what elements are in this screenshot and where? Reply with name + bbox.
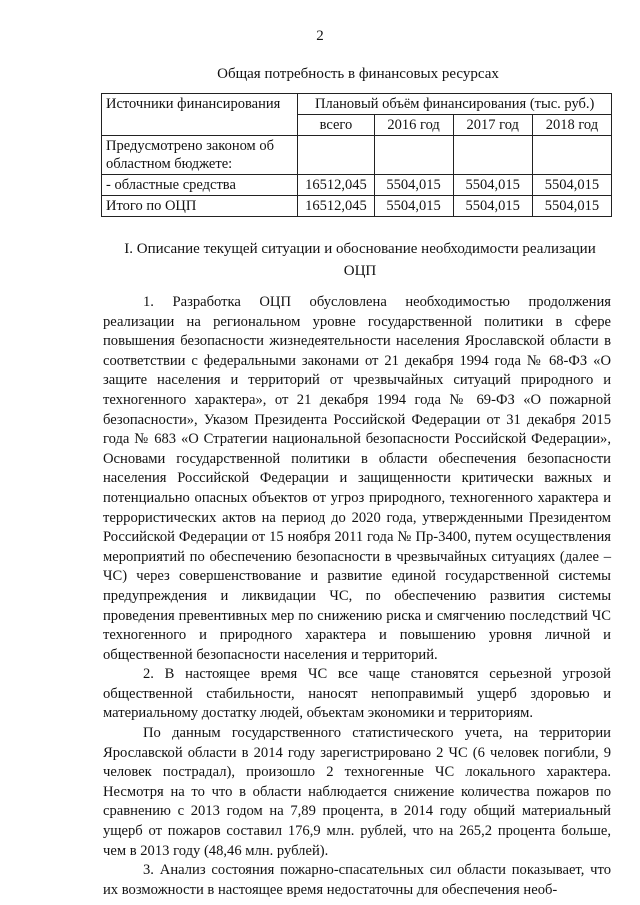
table-caption: Общая потребность в финансовых ресурсах [217,66,499,82]
cell: 5504,015 [374,175,453,196]
section-title: I. Описание текущей ситуации и обоснование необходимости реализации ОЦП [124,241,596,279]
row-label: Предусмотрено законом об областном бюджете: [102,136,298,175]
page-number: 2 [316,28,324,44]
header-source: Источники финансирования [102,94,298,136]
table-row [102,196,612,217]
subheader-total: всего [298,115,374,136]
cell [298,136,374,175]
paragraph: По данным государственного статистического учета, на территории Ярославской области в 2014 году зарегистрировано 2 ЧС (6 человек погибли, 9 человек пострадал), произошло 2 техногенные ЧС локального характера. Несмотря на то что в области наблюдается снижение количества пожаров по сравнению с 2013 годом на 7,89 процента, в 2014 году общий материальный ущерб от пожаров составил 176,9 млн. рублей, что на 265,2 процента больше, чем в 2013 году (48,46 млн. рублей). [103,725,611,859]
header-plan: Плановый объём финансирования (тыс. руб.) [298,94,612,115]
cell [374,136,453,175]
table-header-row [102,94,612,115]
cell: 5504,015 [453,196,532,217]
cell: 5504,015 [532,196,611,217]
paragraph: 2. В настоящее время ЧС все чаще становятся серьезной угрозой общественной стабильности, наносят непоправимый ущерб здоровью и материальному достатку людей, объектам экономики и территориям. [103,666,611,722]
cell: 5504,015 [374,196,453,217]
cell: 5504,015 [453,175,532,196]
cell: 5504,015 [532,175,611,196]
row-label: Итого по ОЦП [102,196,298,217]
paragraph: 3. Анализ состояния пожарно-спасательных сил области показывает, что их возможности в настоящее время недостаточны для обеспечения необ- [103,862,611,898]
financing-table [101,93,612,217]
row-label: - областные средства [102,175,298,196]
cell [532,136,611,175]
cell: 16512,045 [298,175,374,196]
paragraph: 1. Разработка ОЦП обусловлена необходимостью продолжения реализации на региональном уровне государственной политики в сфере повышения безопасности жизнедеятельности населения Ярославской области в соответствии с федеральными законами от 21 декабря 1994 года № 68-ФЗ «О защите населения и территорий от чрезвычайных ситуаций природного и техногенного характера», от 21 декабря 1994 года № 69-ФЗ «О пожарной безопасности», Указом Президента Российской Федерации от 31 декабря 2015 года № 683 «О Стратегии национальной безопасности Российской Федерации», Основами государственной политики в области обеспечения безопасности населения Российской Федерации и защищенности критически важных и потенциально опасных объектов от угроз природного, техногенного характера и террористических актов на период до 2020 года, утвержденными Президентом Российской Федерации от 15 ноября 2011 года № Пр-3400, путем осуществления мероприятий по обеспечению безопасности в чрезвычайных ситуациях (далее – ЧС) через совершенствование и развитие единой государственной системы предупреждения и ликвидации ЧС, по обеспечению развития системы проведения превентивных мер по снижению риска и смягчению последствий ЧС техногенного и природного характера и повышению уровня личной и общественной безопасности населения и территорий. [103,294,611,663]
subheader-2017: 2017 год [453,115,532,136]
table-row [102,175,612,196]
body-text [103,293,611,900]
cell: 16512,045 [298,196,374,217]
table-row [102,136,612,175]
cell [453,136,532,175]
subheader-2016: 2016 год [374,115,453,136]
subheader-2018: 2018 год [532,115,611,136]
